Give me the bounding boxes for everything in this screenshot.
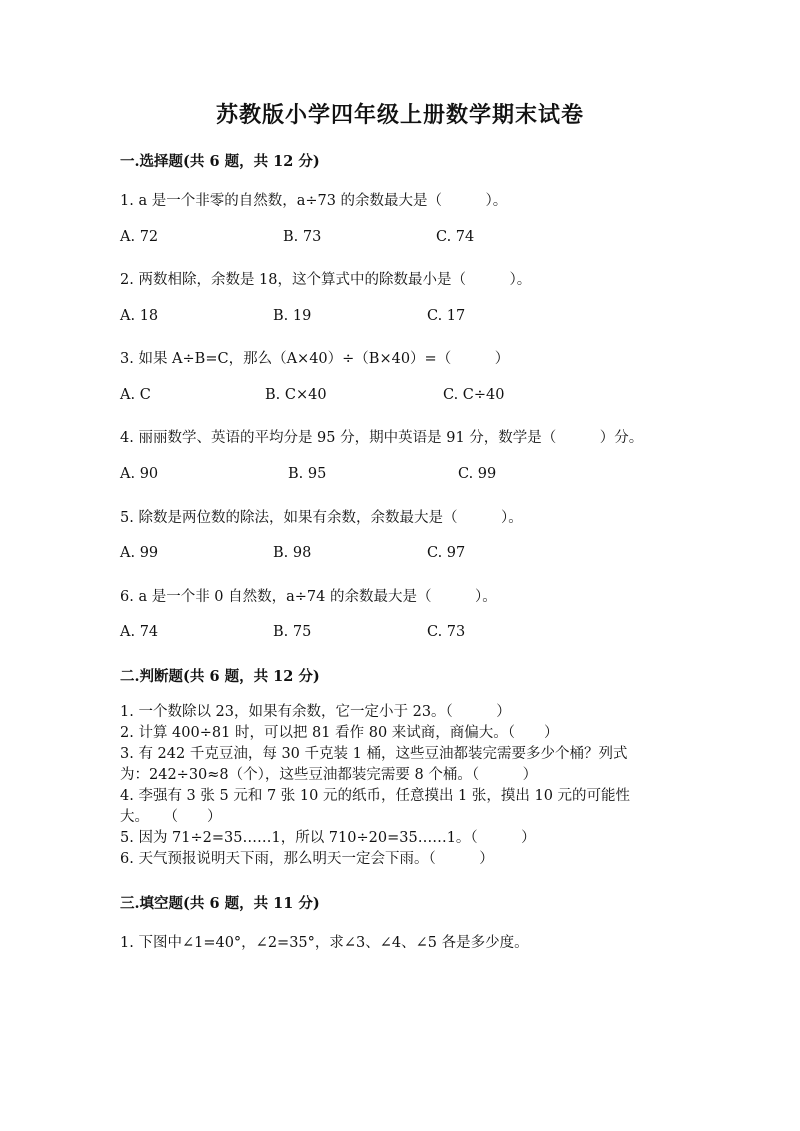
section-heading-fill-in: 三.填空题(共 6 题，共 11 分) [120, 895, 320, 912]
choice-option-6b: B. 75 [273, 624, 312, 640]
fill-question-1: 1. 下图中∠1=40°，∠2=35°，求∠3、∠4、∠5 各是多少度。 [120, 935, 529, 951]
choice-option-5b: B. 98 [273, 545, 312, 561]
choice-question-5: 5. 除数是两位数的除法，如果有余数，余数最大是（ ）。 [120, 510, 523, 526]
choice-question-2: 2. 两数相除，余数是 18，这个算式中的除数最小是（ ）。 [120, 272, 532, 288]
tf-line-1: 1. 一个数除以 23，如果有余数，它一定小于 23。（ ） [120, 704, 511, 720]
section-heading-true-false: 二.判断题(共 6 题，共 12 分) [120, 668, 320, 685]
choice-option-4c: C. 99 [458, 466, 497, 482]
choice-option-3c: C. C÷40 [443, 387, 505, 403]
choice-option-5a: A. 99 [120, 545, 159, 561]
section-heading-choice: 一.选择题(共 6 题，共 12 分) [120, 153, 320, 170]
choice-option-4b: B. 95 [288, 466, 327, 482]
choice-question-1: 1. a 是一个非零的自然数，a÷73 的余数最大是（ ）。 [120, 193, 508, 209]
choice-option-2c: C. 17 [427, 308, 466, 324]
choice-option-1a: A. 72 [120, 229, 159, 245]
choice-option-2a: A. 18 [120, 308, 159, 324]
choice-option-1c: C. 74 [436, 229, 475, 245]
choice-option-2b: B. 19 [273, 308, 312, 324]
page-title: 苏教版小学四年级上册数学期末试卷 [215, 102, 584, 128]
choice-option-6c: C. 73 [427, 624, 466, 640]
tf-line-4: 为：242÷30≈8（个），这些豆油都装完需要 8 个桶。（ ） [120, 767, 538, 783]
tf-line-3: 3. 有 242 千克豆油，每 30 千克装 1 桶，这些豆油都装完需要多少个桶？列式 [120, 746, 628, 762]
choice-question-6: 6. a 是一个非 0 自然数，a÷74 的余数最大是（ ）。 [120, 589, 497, 605]
choice-option-3b: B. C×40 [265, 387, 327, 403]
tf-line-6: 大。 （ ） [120, 809, 222, 825]
choice-option-1b: B. 73 [283, 229, 322, 245]
choice-option-5c: C. 97 [427, 545, 466, 561]
tf-line-7: 5. 因为 71÷2=35……1，所以 710÷20=35……1。（ ） [120, 830, 536, 846]
choice-question-3: 3. 如果 A÷B=C，那么（A×40）÷（B×40）=（ ） [120, 351, 510, 367]
tf-line-8: 6. 天气预报说明天下雨，那么明天一定会下雨。（ ） [120, 851, 494, 867]
choice-option-6a: A. 74 [120, 624, 159, 640]
choice-option-3a: A. C [120, 387, 151, 403]
choice-question-4: 4. 丽丽数学、英语的平均分是 95 分，期中英语是 91 分，数学是（ ）分。 [120, 430, 644, 446]
choice-option-4a: A. 90 [120, 466, 159, 482]
tf-line-2: 2. 计算 400÷81 时，可以把 81 看作 80 来试商，商偏大。（ ） [120, 725, 559, 741]
tf-line-5: 4. 李强有 3 张 5 元和 7 张 10 元的纸币，任意摸出 1 张，摸出 10 元的可能性 [120, 788, 631, 804]
